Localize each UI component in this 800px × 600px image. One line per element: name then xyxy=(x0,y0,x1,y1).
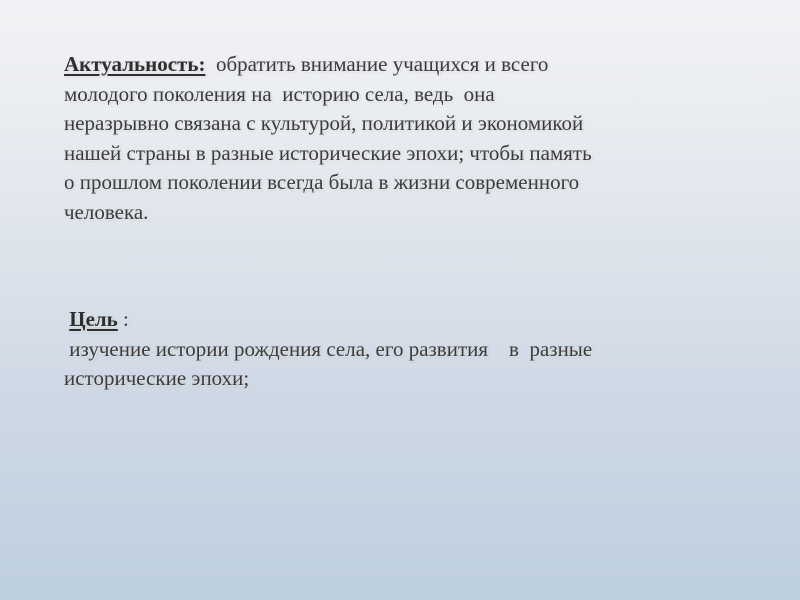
relevance-line-6: человека. xyxy=(64,199,149,224)
goal-heading-line xyxy=(64,305,754,335)
relevance-line-5: о прошлом поколении всегда была в жизни современного xyxy=(64,170,580,194)
relevance-text-1: обратить внимание учащихся и всего xyxy=(205,52,549,76)
goal-heading: Цель xyxy=(69,307,118,331)
relevance-paragraph xyxy=(64,50,754,227)
relevance-line-3: неразрывно связана с культурой, политикой и экономикой xyxy=(64,111,584,135)
goal-line-2: исторические эпохи; xyxy=(64,366,250,390)
relevance-heading: Актуальность: xyxy=(64,52,206,76)
relevance-line-4: нашей страны в разные исторические эпохи; чтобы память xyxy=(64,140,592,165)
goal-heading-suffix: : xyxy=(117,307,129,331)
relevance-line-2: молодого поколения на историю села, ведь она xyxy=(64,81,495,106)
goal-line-1: изучение истории рождения села, его развития в разные xyxy=(64,336,593,361)
goal-paragraph xyxy=(64,305,754,394)
relevance-line-1 xyxy=(64,50,754,80)
